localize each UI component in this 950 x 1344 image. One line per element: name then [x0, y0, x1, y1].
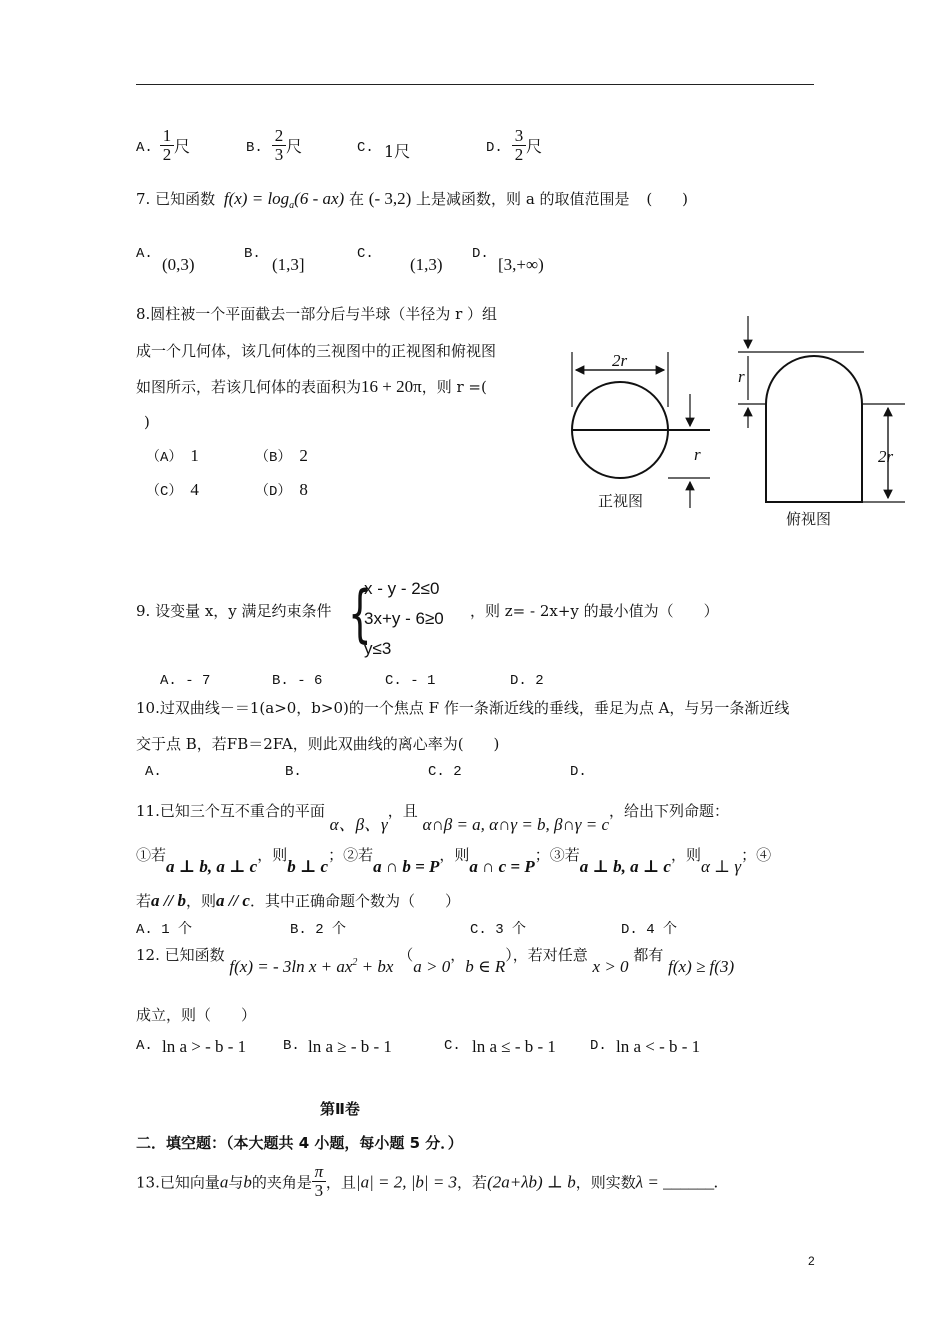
- front-2r-label: 2r: [612, 351, 628, 370]
- q12-option-c: ln a ≤ - b - 1: [472, 1037, 556, 1056]
- top-view-outline: [766, 356, 862, 502]
- q6-option-b: $\frac{2}{3}$ 尺: [272, 127, 302, 164]
- q8-line4: ): [144, 413, 150, 431]
- q12-option-c-label: C.: [444, 1038, 461, 1054]
- q8-option-c: （C） 4: [146, 480, 199, 500]
- q9-constraint-1: x - y - 2≤0: [364, 579, 440, 598]
- front-view-caption: 正视图: [598, 492, 644, 510]
- top-2r-label: 2r: [878, 447, 894, 466]
- q12-option-a-label: A.: [136, 1038, 153, 1054]
- q11-propositions-line1: ①若a ⊥ b, a ⊥ c，则b ⊥ c；②若a ∩ b = P，则a ∩ c = P；③若a ⊥ b, a ⊥ c，则α ⊥ γ；④: [136, 846, 772, 876]
- q12-line2: 成立，则（ ）: [136, 1006, 257, 1024]
- q8-three-view-figure: [560, 312, 910, 534]
- q6-option-d: $\frac{3}{2}$ 尺: [512, 127, 542, 164]
- q10-line2: 交于点 B，若FB＝2FA，则此双曲线的离心率为( ): [136, 735, 500, 753]
- q9-option-c: C. - 1: [385, 673, 436, 689]
- q7-option-c: (1,3): [410, 255, 443, 274]
- q12-option-d-label: D.: [590, 1038, 607, 1054]
- q6-option-d-label: D.: [486, 140, 503, 156]
- q12-option-b-label: B.: [283, 1038, 300, 1054]
- q7-option-b: (1,3]: [272, 255, 305, 274]
- q6-option-a: $\frac{1}{2}$ 尺: [160, 127, 190, 164]
- q10-option-b: B.: [285, 764, 302, 780]
- q11-option-b: B. 2 个: [290, 922, 347, 938]
- q11-propositions-line2: 若a // b，则a // c．其中正确命题个数为（ ）: [136, 891, 460, 910]
- q6-option-c: 1尺: [384, 142, 411, 161]
- q9-brace: {: [348, 577, 372, 650]
- page-number: 2: [808, 1254, 815, 1268]
- q6-option-b-label: B.: [246, 140, 263, 156]
- q9-constraint-2: 3x+y - 6≥0: [364, 609, 444, 628]
- q10-option-d: D.: [570, 764, 587, 780]
- q10-option-a: A.: [145, 764, 162, 780]
- q8-option-d: （D） 8: [255, 480, 308, 500]
- q10-line1: 10.过双曲线－＝1(a>0，b>0)的一个焦点 F 作一条渐近线的垂线，垂足为点 A，与另一条渐近线: [136, 699, 790, 717]
- top-view-caption: 俯视图: [786, 510, 832, 528]
- section2-heading: 二．填空题：（本大题共 4 小题，每小题 5 分．）: [136, 1134, 463, 1152]
- q12-option-b: ln a ≥ - b - 1: [308, 1037, 392, 1056]
- q8-line2: 成一个几何体，该几何体的三视图中的正视图和俯视图: [136, 342, 497, 360]
- q11-option-a: A. 1 个: [136, 922, 193, 938]
- q6-option-c-label: C.: [357, 140, 374, 156]
- q11-option-d: D. 4 个: [621, 922, 678, 938]
- q13-stem: 13.已知向量a与b的夹角是 $\frac{\pi}{3}$ ，且|a| = 2, |b| = 3，若(2a+λb) ⊥ b，则实数λ = ______.: [136, 1162, 719, 1200]
- q9-option-b: B. - 6: [272, 673, 323, 689]
- q12-stem: 12. 已知函数 f(x) = - 3ln $x + ax^2$ + bx （a > 0，b ∈ R），若对任意 x > 0 都有 f(x) ≥ f(3): [136, 946, 735, 976]
- q7-stem: 7. 已知函数 $f(x) = \log_a(6 - ax)$ 在 (- 3,2) 上是减函数，则 a 的取值范围是 ( ): [136, 189, 689, 211]
- q7-option-d-label: D.: [472, 246, 489, 262]
- q7-option-b-label: B.: [244, 246, 261, 262]
- q9-suffix: ，则 z= - 2x+y 的最小值为（ ）: [470, 602, 719, 620]
- section2-title: 第Ⅱ卷: [320, 1100, 360, 1118]
- q10-option-c: C. 2: [428, 764, 462, 780]
- q11-stem: 11.已知三个互不重合的平面 α、β、γ，且 α∩β = a, α∩γ = b, β∩γ = c，给出下列命题：: [136, 802, 730, 834]
- q8-line1: 8.圆柱被一个平面截去一部分后与半球（半径为 r ）组: [136, 305, 498, 323]
- q8-line3: 如图所示，若该几何体的表面积为16 + 20π，则 r =(: [136, 377, 487, 396]
- q9-option-a: A. - 7: [160, 673, 211, 689]
- q9-option-d: D. 2: [510, 673, 544, 689]
- header-rule: [136, 84, 814, 85]
- front-r-label: r: [694, 445, 701, 464]
- q7-option-d: [3,+∞): [498, 255, 544, 274]
- q11-option-c: C. 3 个: [470, 922, 527, 938]
- q9-prefix: 9. 设变量 x，y 满足约束条件: [136, 602, 332, 620]
- q12-option-a: ln a > - b - 1: [162, 1037, 247, 1056]
- q12-option-d: ln a < - b - 1: [616, 1037, 701, 1056]
- q9-constraint-3: y≤3: [364, 639, 392, 658]
- q6-option-a-label: A.: [136, 140, 153, 156]
- top-r-label: r: [738, 367, 745, 386]
- q7-option-a-label: A.: [136, 246, 153, 262]
- q7-option-c-label: C.: [357, 246, 374, 262]
- q8-option-b: （B） 2: [255, 446, 308, 466]
- q7-option-a: (0,3): [162, 255, 195, 274]
- q8-option-a: （A） 1: [146, 446, 199, 466]
